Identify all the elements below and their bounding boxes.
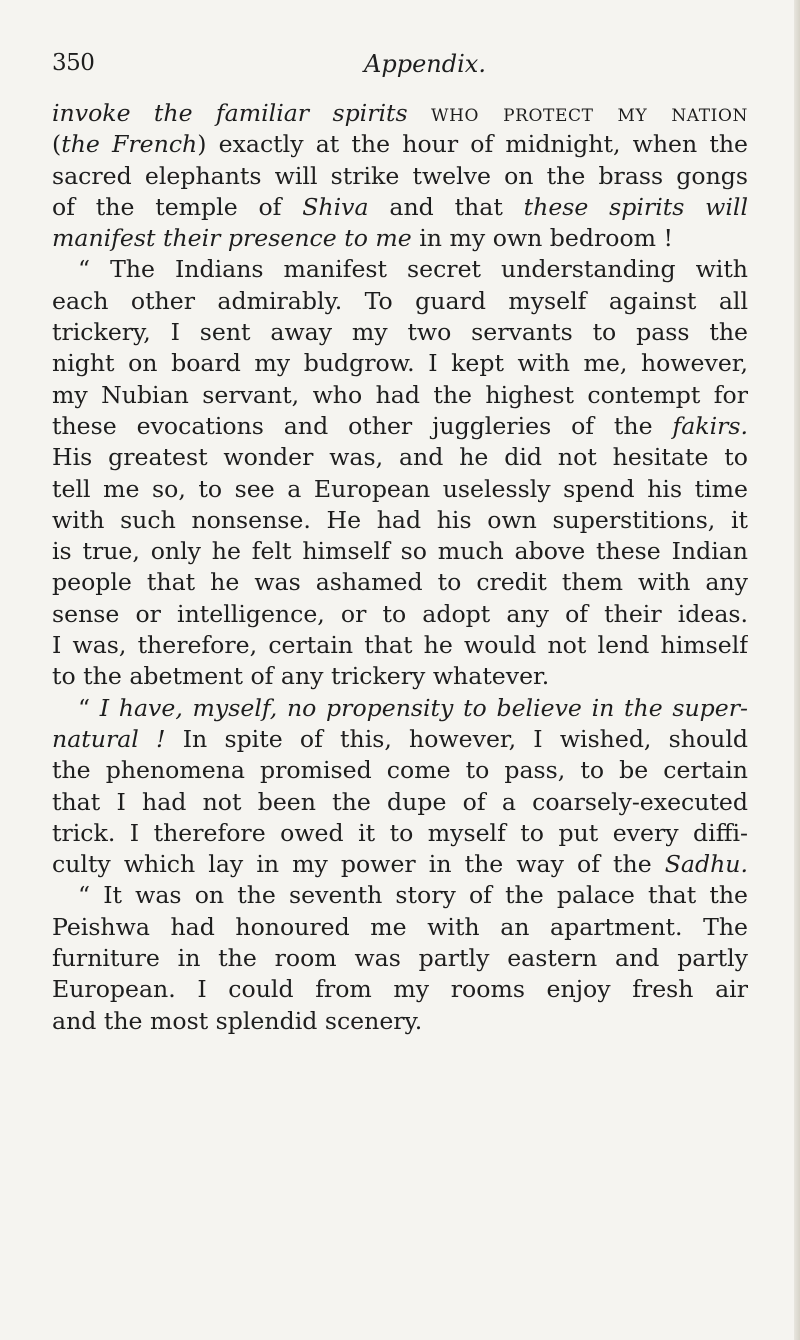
text-segment: invoke the familiar spirits (52, 99, 408, 127)
running-head (52, 50, 748, 90)
text-line (52, 505, 748, 536)
text-segment: these evocations and other juggleries of the (52, 411, 673, 440)
text-segment: ( (52, 130, 62, 159)
text-line (52, 567, 748, 598)
text-segment: and the most splendid scenery. (52, 1006, 423, 1035)
text-line (52, 912, 748, 943)
text-segment: each other admirably. To guard myself against all (52, 286, 748, 315)
text-line (52, 411, 748, 442)
text-line (52, 724, 748, 755)
text-segment (408, 99, 431, 127)
text-segment: I was, therefore, certain that he would not lend himself (52, 631, 748, 660)
text-line (52, 599, 748, 630)
text-segment: Peishwa had honoured me with an apartment. The (52, 912, 748, 941)
text-line (52, 880, 748, 911)
text-segment: who protect my nation (431, 99, 748, 127)
text-line (52, 129, 748, 160)
text-line (52, 98, 748, 129)
text-line (52, 442, 748, 473)
text-segment: sense or intelligence, or to adopt any of their ideas. (52, 599, 748, 628)
body-text (52, 98, 748, 1037)
text-line (52, 755, 748, 786)
text-segment: night on board my budgrow. I kept with me, however, (52, 349, 748, 378)
text-segment: ) exactly at the hour of midnight, when the (197, 130, 748, 159)
page-number: 350 (52, 50, 95, 76)
text-segment: sacred elephants will strike twelve on the brass gongs (52, 161, 748, 190)
text-segment: in my own bedroom ! (411, 224, 673, 253)
text-segment: In spite of this, however, I wished, should (165, 724, 748, 753)
text-line (52, 974, 748, 1005)
text-segment: His greatest wonder was, and he did not hesitate to (52, 443, 748, 472)
text-segment: “ (78, 693, 100, 722)
text-line (52, 223, 748, 254)
text-line (52, 317, 748, 348)
text-segment: is true, only he felt himself so much above these Indian (52, 537, 748, 566)
text-segment: with such nonsense. He had his own superstitions, it (52, 505, 748, 534)
text-segment: that I had not been the dupe of a coarsely-executed (52, 787, 748, 816)
text-segment: European. I could from my rooms enjoy fresh air (52, 975, 748, 1004)
text-line (52, 474, 748, 505)
text-segment: of the temple of (52, 192, 303, 221)
running-title: Appendix. (364, 50, 486, 78)
text-segment: and that (368, 192, 524, 221)
text-line (52, 380, 748, 411)
text-segment: I have, myself, no propensity to believe in the super- (99, 693, 748, 722)
text-line (52, 254, 748, 285)
text-line (52, 943, 748, 974)
text-line (52, 818, 748, 849)
text-segment: trickery, I sent away my two servants to pass the (52, 318, 748, 347)
text-segment: people that he was ashamed to credit them with any (52, 568, 748, 597)
text-segment: these spirits will (523, 192, 748, 221)
text-segment: “ It was on the seventh story of the palace that the (78, 881, 748, 910)
text-segment: tell me so, to see a European uselessly spend his time (52, 474, 748, 503)
text-segment: trick. I therefore owed it to myself to put every diffi- (52, 818, 748, 847)
text-line (52, 348, 748, 379)
text-line (52, 286, 748, 317)
text-line (52, 661, 748, 692)
text-segment: natural ! (52, 724, 166, 753)
text-line (52, 787, 748, 818)
text-segment: fakirs. (672, 411, 748, 440)
text-segment: furniture in the room was partly eastern and partly (52, 944, 748, 973)
text-segment: to the abetment of any trickery whatever. (52, 662, 550, 691)
text-line (52, 849, 748, 880)
text-segment: manifest their presence to me (52, 224, 412, 253)
text-segment: my Nubian servant, who had the highest contempt for (52, 380, 748, 409)
text-line (52, 536, 748, 567)
text-line (52, 630, 748, 661)
page-edge (794, 0, 800, 1340)
text-line (52, 192, 748, 223)
text-segment: Sadhu. (664, 850, 748, 879)
text-segment: Shiva (302, 192, 369, 221)
text-segment: “ The Indians manifest secret understanding with (78, 255, 748, 284)
text-line (52, 693, 748, 724)
text-line (52, 161, 748, 192)
text-segment: culty which lay in my power in the way of the (52, 850, 665, 879)
text-segment: the phenomena promised come to pass, to be certain (52, 756, 748, 785)
text-line (52, 1006, 748, 1037)
text-segment: the French (61, 130, 198, 159)
